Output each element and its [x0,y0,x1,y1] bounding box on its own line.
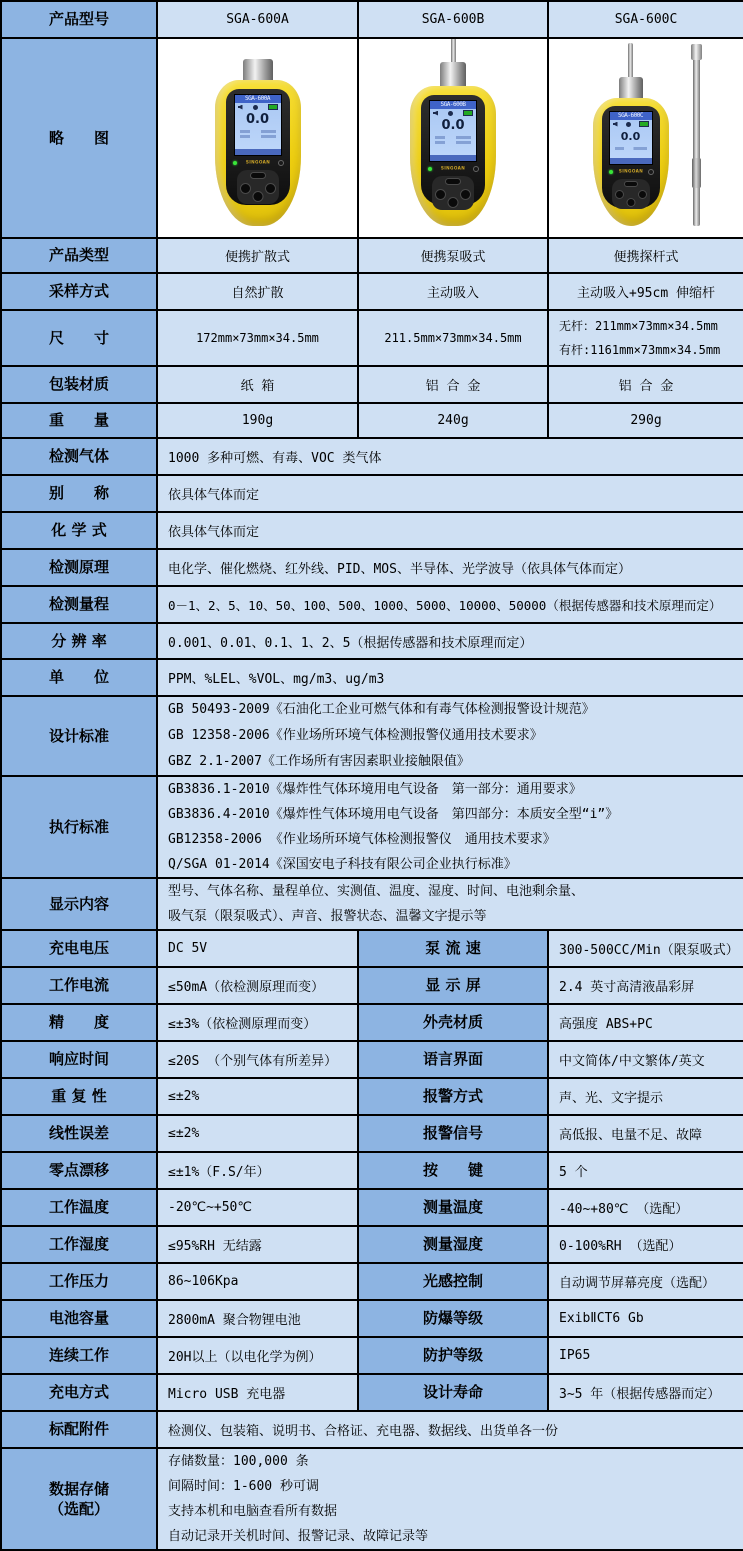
value-cell [157,1448,743,1550]
value-cell: -20℃~+50℃ [157,1189,358,1226]
screen-time-bar [610,158,652,164]
table-row [1,1189,743,1226]
table-row [1,1337,743,1374]
value-cell: 便携探杆式 [548,238,743,273]
row-label: 执行标准 [1,776,157,878]
value-cell: 211.5mm×73mm×34.5mm [358,310,548,366]
row-label: 语言界面 [358,1041,548,1078]
power-icon [648,169,654,175]
table-row [1,366,743,403]
value-cell: 检测仪、包装箱、说明书、合格证、充电器、数据线、出货单各一份 [157,1411,743,1448]
product-image-cell-c [548,38,743,238]
value-cell: 300-500CC/Min（限泵吸式） [548,930,743,967]
value-cell: 铝 合 金 [548,366,743,403]
device-image-sga-600b [410,38,496,226]
screen-model-text: SGA-600B [430,101,476,109]
pump-probe [628,43,633,77]
header-label: 产品型号 [1,1,157,38]
value-cell: 172mm×73mm×34.5mm [157,310,358,366]
value-cell: 高低报、电量不足、故障 [548,1115,743,1152]
row-label: 工作压力 [1,1263,157,1300]
row-label: 产品类型 [1,238,157,273]
brand-text: SINGOAN [245,160,270,166]
header-row [1,1,743,38]
device-screen [609,111,653,165]
row-label: 采样方式 [1,273,157,310]
power-icon [473,166,479,172]
table-row [1,1263,743,1300]
row-label: 充电方式 [1,1374,157,1411]
speaker-icon [238,105,243,110]
row-label: 充电电压 [1,930,157,967]
screen-reading: 0.0 [441,118,465,133]
menu-button [624,181,638,187]
screen-time-bar [235,149,281,155]
product-image-cell-b [358,38,548,238]
row-label: 泵 流 速 [358,930,548,967]
value-cell: 2800mA 聚合物锂电池 [157,1300,358,1337]
screen-readout-lines [240,135,276,138]
left-button [435,189,446,200]
value-cell: 5 个 [548,1152,743,1189]
table-row [1,273,743,310]
right-button [460,189,471,200]
table-row [1,1411,743,1448]
value-cell: 3~5 年（根据传感器而定） [548,1374,743,1411]
value-cell: ≤±3%（依检测原理而变） [157,1004,358,1041]
battery-icon [268,104,278,110]
sketch-label: 略 图 [1,38,157,238]
model-name-b: SGA-600B [358,1,548,38]
content-line: 型号、气体名称、量程单位、实测值、温度、湿度、时间、电池剩余量、 [168,884,585,899]
row-label: 报警方式 [358,1078,548,1115]
row-label: 重 量 [1,403,157,438]
screen-reading: 0.0 [620,130,641,143]
table-row [1,1152,743,1189]
power-icon [278,160,284,166]
table-row [1,1004,743,1041]
table-row [1,549,743,586]
table-row [1,696,743,776]
value-cell: 0.001、0.01、0.1、1、2、5（根据传感器和技术原理而定） [157,623,743,659]
row-label: 设计寿命 [358,1374,548,1411]
row-label-line: 数据存储 [48,1479,109,1498]
table-row [1,659,743,696]
screen-reading: 0.0 [245,112,270,127]
screen-readout-lines [435,141,471,144]
row-label: 零点漂移 [1,1152,157,1189]
fan-icon [253,105,258,110]
value-cell: 2.4 英寸高清液晶彩屏 [548,967,743,1004]
row-label: 测量湿度 [358,1226,548,1263]
table-row [1,512,743,549]
table-row [1,1300,743,1337]
value-cell: ≤95%RH 无结露 [157,1226,358,1263]
value-cell: 便携扩散式 [157,238,358,273]
value-cell: 0-100%RH （选配） [548,1226,743,1263]
screen-model-text: SGA-600A [235,95,281,103]
screen-readout-lines [615,147,647,150]
value-cell: 主动吸入 [358,273,548,310]
storage-line: 间隔时间：1-600 秒可调 [168,1479,319,1494]
telescopic-rod [693,48,700,226]
row-label: 检测气体 [1,438,157,475]
standard-line: GB3836.1-2010《爆炸性气体环境用电气设备 第一部分：通用要求》 [168,782,582,797]
device-image-sga-600c [593,43,669,226]
value-cell [157,776,743,878]
value-cell: IP65 [548,1337,743,1374]
speaker-icon [433,111,438,116]
standard-line: GBZ 2.1-2007《工作场所有害因素职业接触限值》 [168,754,470,769]
row-label-line: （选配） [48,1500,109,1518]
row-label: 单 位 [1,659,157,696]
row-label [1,1448,157,1550]
table-row [1,238,743,273]
left-button [615,190,624,199]
row-label: 显示内容 [1,878,157,930]
value-cell: 声、光、文字提示 [548,1078,743,1115]
value-cell: ≤±2% [157,1078,358,1115]
value-cell: ≤50mA（依检测原理而变） [157,967,358,1004]
row-label: 设计标准 [1,696,157,776]
row-label: 显 示 屏 [358,967,548,1004]
table-row [1,475,743,512]
sketch-row [1,38,743,238]
menu-button [250,172,266,179]
brand-text: SINGOAN [440,166,466,172]
sensor-cap [440,62,466,89]
value-cell: 纸 箱 [157,366,358,403]
value-cell: 便携泵吸式 [358,238,548,273]
value-cell: DC 5V [157,930,358,967]
row-label: 重 复 性 [1,1078,157,1115]
row-label: 别 称 [1,475,157,512]
row-label: 按 键 [358,1152,548,1189]
value-cell: ExibⅡCT6 Gb [548,1300,743,1337]
screen-readout-lines [435,136,471,139]
menu-button [445,178,461,185]
table-row [1,623,743,659]
standard-line: GB3836.4-2010《爆炸性气体环境用电气设备 第四部分：本质安全型“i”》 [168,807,619,822]
value-cell: 电化学、催化燃烧、红外线、PID、MOS、半导体、光学波导（依具体气体而定） [157,549,743,586]
table-row [1,403,743,438]
value-cell: -40~+80℃ （选配） [548,1189,743,1226]
pump-probe [451,38,456,62]
value-cell: ≤20S （个别气体有所差异） [157,1041,358,1078]
row-label: 测量温度 [358,1189,548,1226]
value-cell: ≤±2% [157,1115,358,1152]
value-cell: 自动调节屏幕亮度（选配） [548,1263,743,1300]
row-label: 防护等级 [358,1337,548,1374]
row-label: 精 度 [1,1004,157,1041]
brand-text: SINGOAN [618,169,643,175]
table-row [1,438,743,475]
row-label: 线性误差 [1,1115,157,1152]
fan-icon [448,111,453,116]
value-cell: 1000 多种可燃、有毒、VOC 类气体 [157,438,743,475]
value-cell: 240g [358,403,548,438]
row-label: 分 辨 率 [1,623,157,659]
table-row [1,930,743,967]
table-row [1,878,743,930]
row-label: 连续工作 [1,1337,157,1374]
button-cluster [237,170,279,204]
table-row [1,967,743,1004]
storage-line: 支持本机和电脑查看所有数据 [168,1504,338,1519]
row-label: 包装材质 [1,366,157,403]
value-cell: 86~106Kpa [157,1263,358,1300]
battery-icon [639,121,649,127]
size-line: 有杆:1161mm×73mm×34.5mm [559,343,721,357]
table-row [1,1374,743,1411]
value-cell: 290g [548,403,743,438]
button-cluster [612,179,650,209]
table-row [1,1115,743,1152]
value-cell: 中文简体/中文繁体/英文 [548,1041,743,1078]
table-row [1,1041,743,1078]
row-label: 检测量程 [1,586,157,623]
product-image-cell-a [157,38,358,238]
row-label: 工作电流 [1,967,157,1004]
right-button [265,183,276,194]
row-label: 工作温度 [1,1189,157,1226]
standard-line: GB 12358-2006《作业场所环境气体检测报警仪通用技术要求》 [168,728,543,743]
row-label: 响应时间 [1,1041,157,1078]
value-cell: 190g [157,403,358,438]
row-label: 化 学 式 [1,512,157,549]
storage-line: 存储数量：100,000 条 [168,1454,309,1469]
enter-button [252,191,263,202]
screen-readout-lines [240,130,276,133]
row-label: 报警信号 [358,1115,548,1152]
model-name-c: SGA-600C [548,1,743,38]
standard-line: GB12358-2006 《作业场所环境气体检测报警仪 通用技术要求》 [168,832,556,847]
size-line: 无杆：211mm×73mm×34.5mm [559,319,718,333]
value-cell: ≤±1%（F.S/年） [157,1152,358,1189]
row-label: 光感控制 [358,1263,548,1300]
device-screen [429,100,477,162]
enter-button [626,198,635,207]
table-row [1,776,743,878]
storage-line: 自动记录开关机时间、报警记录、故障记录等 [168,1529,429,1544]
row-label: 检测原理 [1,549,157,586]
table-row [1,1226,743,1263]
row-label: 尺 寸 [1,310,157,366]
device-image-sga-600a [215,59,301,226]
standard-line: GB 50493-2009《石油化工企业可燃气体和有毒气体检测报警设计规范》 [168,702,595,717]
right-button [638,190,647,199]
value-cell: 铝 合 金 [358,366,548,403]
value-cell [157,878,743,930]
table-row [1,1078,743,1115]
fan-icon [626,122,631,127]
row-label: 防爆等级 [358,1300,548,1337]
table-row [1,1448,743,1550]
row-label: 标配附件 [1,1411,157,1448]
standard-line: Q/SGA 01-2014《深国安电子科技有限公司企业执行标准》 [168,857,517,872]
table-row [1,586,743,623]
value-cell: 20H以上（以电化学为例） [157,1337,358,1374]
left-button [240,183,251,194]
enter-button [448,197,459,208]
value-cell [548,310,743,366]
row-label: 电池容量 [1,1300,157,1337]
value-cell [157,696,743,776]
speaker-icon [613,122,618,127]
row-label: 外壳材质 [358,1004,548,1041]
table-row [1,310,743,366]
value-cell: Micro USB 充电器 [157,1374,358,1411]
value-cell: 高强度 ABS+PC [548,1004,743,1041]
screen-time-bar [430,155,476,161]
value-cell: 0－1、2、5、10、50、100、500、1000、5000、10000、50000（根据传感器和技术原理而定） [157,586,743,623]
content-line: 吸气泵（限泵吸式）、声音、报警状态、温馨文字提示等 [168,909,487,924]
value-cell: 依具体气体而定 [157,512,743,549]
value-cell: PPM、%LEL、%VOL、mg/m3、ug/m3 [157,659,743,696]
device-screen [234,94,282,156]
value-cell: 主动吸入+95cm 伸缩杆 [548,273,743,310]
battery-icon [463,110,473,116]
row-label: 工作湿度 [1,1226,157,1263]
value-cell: 自然扩散 [157,273,358,310]
button-cluster [432,176,474,210]
screen-model-text: SGA-600C [610,112,652,120]
model-name-a: SGA-600A [157,1,358,38]
value-cell: 依具体气体而定 [157,475,743,512]
